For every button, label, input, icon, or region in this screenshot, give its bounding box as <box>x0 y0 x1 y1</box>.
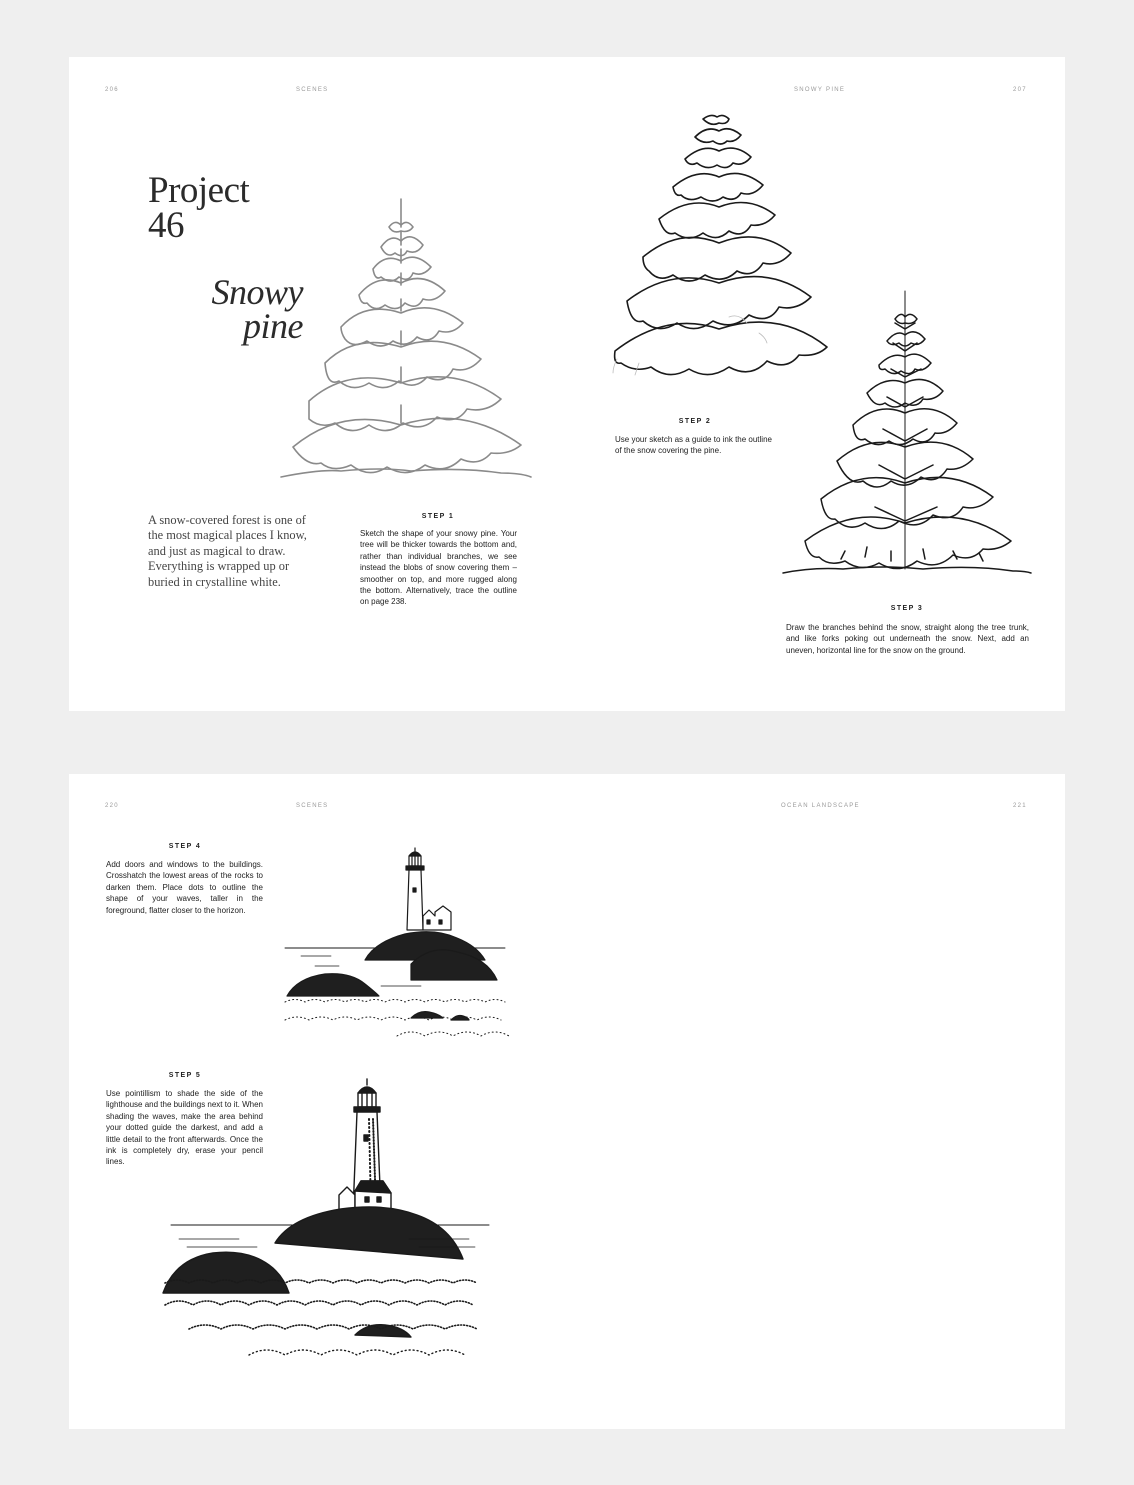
right-page-number: 221 <box>1013 803 1027 809</box>
step5-label: STEP 5 <box>168 1072 202 1079</box>
snowy-pine-with-branches-illustration <box>783 289 1033 579</box>
left-page-number: 206 <box>105 87 119 93</box>
spread-snowy-pine <box>69 57 1065 711</box>
project-name-line1: Snowy <box>211 272 303 312</box>
left-page-number: 220 <box>105 803 119 809</box>
project-name-line2: pine <box>243 306 303 346</box>
right-page-number: 207 <box>1013 87 1027 93</box>
step3-label: STEP 3 <box>890 605 924 612</box>
step5-text: Use pointillism to shade the side of the lighthouse and the buildings next to it. When shading the waves, make the area behind your dotted guide the darkest, and add a little detail to the front afterwards. Once the ink is completely dry, erase your pencil lines. <box>106 1089 263 1167</box>
step2-label: STEP 2 <box>678 418 712 425</box>
left-running-head: SCENES <box>296 87 329 93</box>
step4-text: Add doors and windows to the buildings. Crosshatch the lowest areas of the rocks to darken them. Place dots to outline the shape of your waves, taller in the foreground, flatter closer to the horizon. <box>106 860 263 915</box>
lighthouse-pointillism-illustration <box>159 1079 499 1379</box>
lighthouse-crosshatch-illustration <box>281 844 509 1049</box>
snowy-pine-sketch-illustration <box>279 197 534 482</box>
left-running-head: SCENES <box>296 803 329 809</box>
step4-label: STEP 4 <box>168 843 202 850</box>
step2-text: Use your sketch as a guide to ink the outline of the snow covering the pine. <box>615 435 772 456</box>
spread-ocean-landscape <box>69 774 1065 1429</box>
step1-label: STEP 1 <box>421 513 455 520</box>
right-running-head: SNOWY PINE <box>794 87 846 93</box>
project-title-line1: Project <box>148 170 250 211</box>
project-number: 46 <box>148 205 184 246</box>
intro-paragraph: A snow-covered forest is one of the most magical places I know, and just as magical to draw. Everything is wrapped up or buried in crystalline white. <box>148 513 307 589</box>
step3-text: Draw the branches behind the snow, straight along the tree trunk, and like forks poking out underneath the snow. Next, add an uneven, horizontal line for the snow on the ground. <box>786 623 1029 655</box>
right-running-head: OCEAN LANDSCAPE <box>781 803 860 809</box>
step1-text: Sketch the shape of your snowy pine. Your tree will be thicker towards the bottom and, rather than individual branches, we see instead the blobs of snow covering them – smoother on top, and more rugged along the bottom. Alternatively, trace the outline on page 238. <box>360 529 517 607</box>
